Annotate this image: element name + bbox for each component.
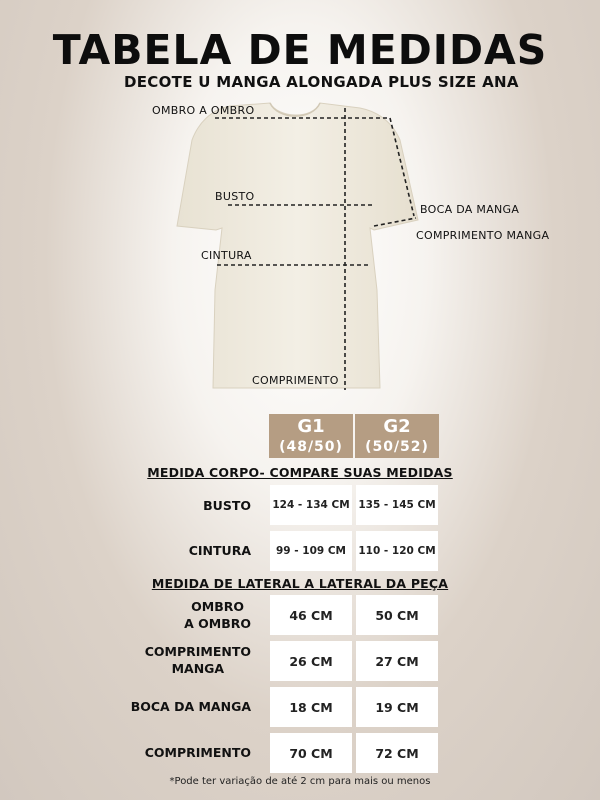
- sleeve-length-label: COMPRIMENTO MANGA: [416, 229, 550, 242]
- cell-sleeve-length-g2: 27 CM: [356, 641, 438, 681]
- size-range: (50/52): [365, 439, 429, 455]
- waist-label: CINTURA: [201, 249, 252, 262]
- cell-sleeve-length-g1: 26 CM: [270, 641, 352, 681]
- row-label-sleeve-length: [145, 643, 251, 677]
- cell-length-g2: 72 CM: [356, 733, 438, 773]
- length-label: COMPRIMENTO: [252, 374, 339, 387]
- shoulder-label: OMBRO A OMBRO: [152, 104, 255, 117]
- product-subtitle: DECOTE U MANGA ALONGADA PLUS SIZE ANA: [124, 73, 519, 91]
- row-label-sleeve-opening: [131, 698, 251, 715]
- cell-sleeve-opening-g2: 19 CM: [356, 687, 438, 727]
- row-label-length: [145, 744, 251, 761]
- bust-label: BUSTO: [215, 190, 255, 203]
- cell-waist-g2: 110 - 120 CM: [356, 531, 438, 571]
- size-header-g1: [269, 414, 353, 458]
- cell-bust-g1: 124 - 134 CM: [270, 485, 352, 525]
- row-label-bust: BUSTO: [203, 498, 251, 513]
- body-measure-section-title: MEDIDA CORPO- COMPARE SUAS MEDIDAS: [147, 465, 453, 480]
- row-label-shoulder: [184, 598, 251, 632]
- row-label-line: MANGA: [171, 661, 225, 676]
- row-label-line: COMPRIMENTO: [144, 644, 251, 659]
- size-name: G1: [297, 416, 325, 437]
- sleeve-opening-label: BOCA DA MANGA: [420, 203, 520, 216]
- row-label-line: COMPRIMENTO: [144, 745, 251, 760]
- size-name: G2: [383, 416, 411, 437]
- size-range: (48/50): [279, 439, 343, 455]
- row-label-waist: CINTURA: [188, 543, 251, 558]
- footnote: *Pode ter variação de até 2 cm para mais ou menos: [169, 776, 431, 787]
- cell-shoulder-g2: 50 CM: [356, 595, 438, 635]
- cell-length-g1: 70 CM: [270, 733, 352, 773]
- row-label-line: BOCA DA MANGA: [130, 699, 251, 714]
- page-title: TABELA DE MEDIDAS: [52, 26, 548, 74]
- row-label-line: A OMBRO: [184, 616, 251, 631]
- tshirt-body: [177, 103, 418, 388]
- size-header-g2: [355, 414, 439, 458]
- row-label-line: OMBRO: [191, 599, 244, 614]
- cell-waist-g1: 99 - 109 CM: [270, 531, 352, 571]
- cell-bust-g2: 135 - 145 CM: [356, 485, 438, 525]
- cell-shoulder-g1: 46 CM: [270, 595, 352, 635]
- garment-measure-section-title: MEDIDA DE LATERAL A LATERAL DA PEÇA: [151, 576, 449, 591]
- cell-sleeve-opening-g1: 18 CM: [270, 687, 352, 727]
